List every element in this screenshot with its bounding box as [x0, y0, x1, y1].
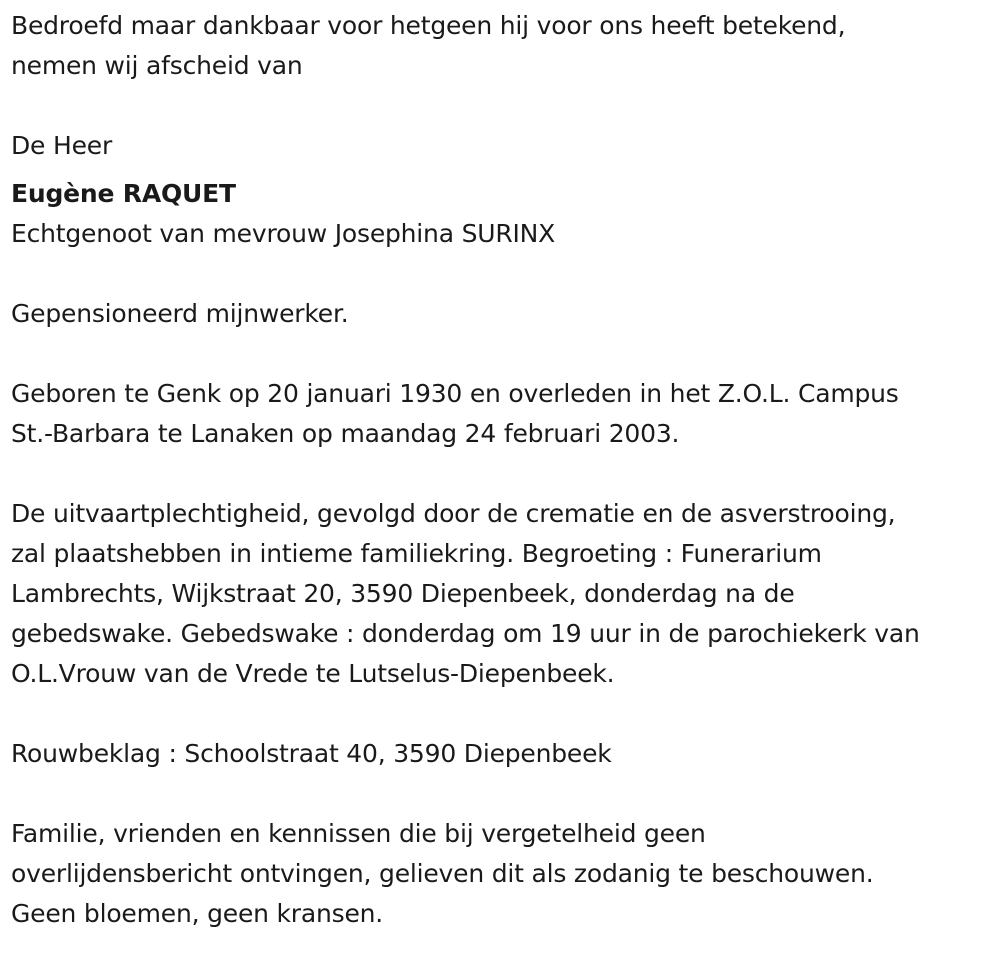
closing-line: Geen bloemen, geen kransen.	[11, 899, 384, 928]
birth-death-line: St.-Barbara te Lanaken op maandag 24 februari 2003.	[11, 419, 680, 448]
obituary-notice	[11, 6, 991, 934]
ceremony-line: De uitvaartplechtigheid, gevolgd door de crematie en de asverstrooing,	[11, 499, 896, 528]
intro-line: Bedroefd maar dankbaar voor hetgeen hij voor ons heeft betekend,	[11, 11, 846, 40]
occupation-paragraph	[11, 294, 991, 334]
intro-paragraph	[11, 6, 991, 86]
closing-paragraph	[11, 814, 991, 934]
deceased-name: Eugène RAQUET	[11, 179, 236, 208]
ceremony-paragraph	[11, 494, 991, 694]
intro-line: nemen wij afscheid van	[11, 51, 303, 80]
ceremony-line: Lambrechts, Wijkstraat 20, 3590 Diepenbeek, donderdag na de	[11, 579, 795, 608]
ceremony-line: gebedswake. Gebedswake : donderdag om 19 uur in de parochiekerk van	[11, 619, 920, 648]
closing-line: overlijdensbericht ontvingen, gelieven dit als zodanig te beschouwen.	[11, 859, 874, 888]
condolence-paragraph	[11, 734, 991, 774]
birth-death-paragraph	[11, 374, 991, 454]
birth-death-line: Geboren te Genk op 20 januari 1930 en overleden in het Z.O.L. Campus	[11, 379, 899, 408]
occupation-line: Gepensioneerd mijnwerker.	[11, 299, 349, 328]
ceremony-line: O.L.Vrouw van de Vrede te Lutselus-Diepenbeek.	[11, 659, 615, 688]
deceased-block	[11, 126, 991, 254]
condolence-line: Rouwbeklag : Schoolstraat 40, 3590 Diepenbeek	[11, 739, 612, 768]
salutation: De Heer	[11, 131, 113, 160]
closing-line: Familie, vrienden en kennissen die bij vergetelheid geen	[11, 819, 706, 848]
spouse-line: Echtgenoot van mevrouw Josephina SURINX	[11, 219, 556, 248]
ceremony-line: zal plaatshebben in intieme familiekring. Begroeting : Funerarium	[11, 539, 822, 568]
